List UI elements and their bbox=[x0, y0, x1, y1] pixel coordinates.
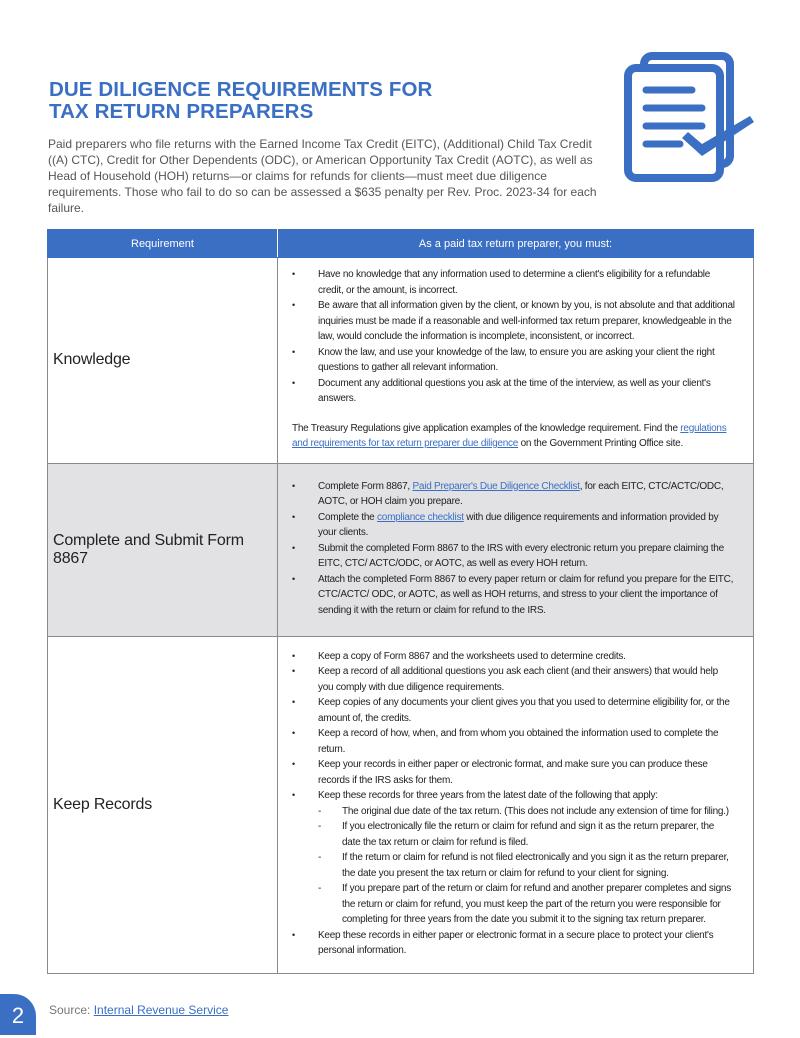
due-diligence-table bbox=[47, 229, 754, 974]
knowledge-note bbox=[292, 421, 735, 452]
requirement-label-keep-records: Keep Records bbox=[48, 636, 278, 973]
list-item bbox=[292, 788, 735, 928]
item-text-end: , for each EITC, CTC/ACTC/ODC, AOTC, or HOH claim you prepare. bbox=[318, 480, 724, 508]
table-row-keep-records bbox=[48, 636, 754, 973]
table-header-row bbox=[48, 230, 754, 258]
column-header-preparer-must: As a paid tax return preparer, you must: bbox=[278, 230, 754, 258]
list-item: • Keep copies of any documents your client gives you that you used to determine eligibility for, or the amount of, the credits. bbox=[292, 695, 735, 726]
sub-list-item: - If you electronically file the return or claim for refund and sign it as the return preparer, the date the tax return or claim for refund is filed. bbox=[318, 819, 735, 850]
list-item: • Document any additional questions you ask at the time of the interview, as well as your client's answers. bbox=[292, 376, 735, 407]
knowledge-list bbox=[292, 267, 735, 407]
page-title bbox=[49, 79, 432, 123]
keep-records-list bbox=[292, 649, 735, 959]
list-item: • Keep a record of all additional questions you ask each client (and their answers) that would help you comply with due diligence requirements. bbox=[292, 664, 735, 695]
page-title-line-1: DUE DILIGENCE REQUIREMENTS FOR bbox=[49, 78, 433, 101]
form-8867-description bbox=[278, 463, 754, 636]
retention-dates-sublist bbox=[318, 804, 735, 928]
list-item bbox=[292, 510, 735, 541]
knowledge-description bbox=[278, 258, 754, 464]
list-item: • Be aware that all information given by the client, or known by you, is not absolute and that additional inquiries must be made if a reasonable and well-informed tax return preparer, knowledgeable in the law, would conclude the information is incomplete, inconsistent, or incorrect. bbox=[292, 298, 735, 345]
list-item: • Have no knowledge that any information used to determine a client's eligibility for a refundable credit, or the amount, is incorrect. bbox=[292, 267, 735, 298]
table-row-form-8867 bbox=[48, 463, 754, 636]
item-text: Keep these records for three years from the latest date of the following that apply: bbox=[318, 790, 658, 801]
requirement-label-knowledge: Knowledge bbox=[48, 258, 278, 464]
regulations-link[interactable]: regulations and requirements for tax return preparer due diligence bbox=[292, 422, 727, 449]
list-item: • Attach the completed Form 8867 to every paper return or claim for refund you prepare for the EITC, CTC/ACTC/ ODC, or AOTC, as well as HOH returns, and stress to your client the importance of sending it with the return or claim for refund to the IRS. bbox=[292, 572, 735, 619]
page-title-line-2: TAX RETURN PREPARERS bbox=[49, 100, 314, 123]
list-item: • Submit the completed Form 8867 to the IRS with every electronic return you prepare claiming the EITC, CTC/ ACTC/ODC, or AOTC, as well as every HOH return. bbox=[292, 541, 735, 572]
note-text: The Treasury Regulations give application examples of the knowledge requirement. Find the bbox=[292, 422, 681, 434]
keep-records-description bbox=[278, 636, 754, 973]
due-diligence-checklist-link[interactable]: Paid Preparer's Due Diligence Checklist bbox=[412, 480, 580, 492]
table-row-knowledge bbox=[48, 258, 754, 464]
list-item: • Know the law, and use your knowledge of the law, to ensure you are asking your client the right questions to gather all relevant information. bbox=[292, 345, 735, 376]
sub-list-item: - If the return or claim for refund is not filed electronically and you sign it as the return preparer, the date you present the tax return or claim for refund to your client for signing. bbox=[318, 850, 735, 881]
list-item: • Keep these records in either paper or electronic format in a secure place to protect your client's personal information. bbox=[292, 928, 735, 959]
note-text-end: on the Government Printing Office site. bbox=[518, 438, 683, 449]
item-text-end: with due diligence requirements and information provided by your clients. bbox=[318, 511, 719, 539]
intro-paragraph: Paid preparers who file returns with the Earned Income Tax Credit (EITC), (Additional) Child Tax Credit ((A) CTC), Credit for Other Dependents (ODC), or American Opportunity Tax Credit (AOTC), as well as Head of Household (HOH) returns—or claims for refunds for clients—must meet due diligence requirements. Those who fail to do so can be assessed a $635 penalty per Rev. Proc. 2023-34 for each failure. bbox=[48, 137, 597, 215]
source-label: Source: bbox=[49, 1003, 94, 1017]
column-header-requirement: Requirement bbox=[48, 230, 278, 258]
list-item: • Keep your records in either paper or electronic format, and make sure you can produce these records if the IRS asks for them. bbox=[292, 757, 735, 788]
page-number-badge: 2 bbox=[0, 994, 36, 1035]
checklist-document-icon bbox=[622, 52, 758, 182]
compliance-checklist-link[interactable]: compliance checklist bbox=[377, 511, 464, 523]
sub-list-item: - The original due date of the tax return. (This does not include any extension of time for filing.) bbox=[318, 804, 735, 820]
item-text: Complete Form 8867, bbox=[318, 480, 413, 492]
list-item bbox=[292, 479, 735, 510]
source-link[interactable]: Internal Revenue Service bbox=[93, 1003, 229, 1017]
form-8867-list bbox=[292, 479, 735, 619]
sub-list-item: - If you prepare part of the return or claim for refund and another preparer completes and signs the return or claim for refund, you must keep the part of the return you were responsible for completing for three years from the date you submit it to the signing tax return preparer. bbox=[318, 881, 735, 928]
list-item: • Keep a record of how, when, and from whom you obtained the information used to complete the return. bbox=[292, 726, 735, 757]
source-line bbox=[49, 1003, 228, 1017]
requirement-label-form-8867: Complete and Submit Form 8867 bbox=[48, 463, 278, 636]
list-item: • Keep a copy of Form 8867 and the worksheets used to determine credits. bbox=[292, 649, 735, 665]
item-text: Complete the bbox=[318, 511, 378, 523]
